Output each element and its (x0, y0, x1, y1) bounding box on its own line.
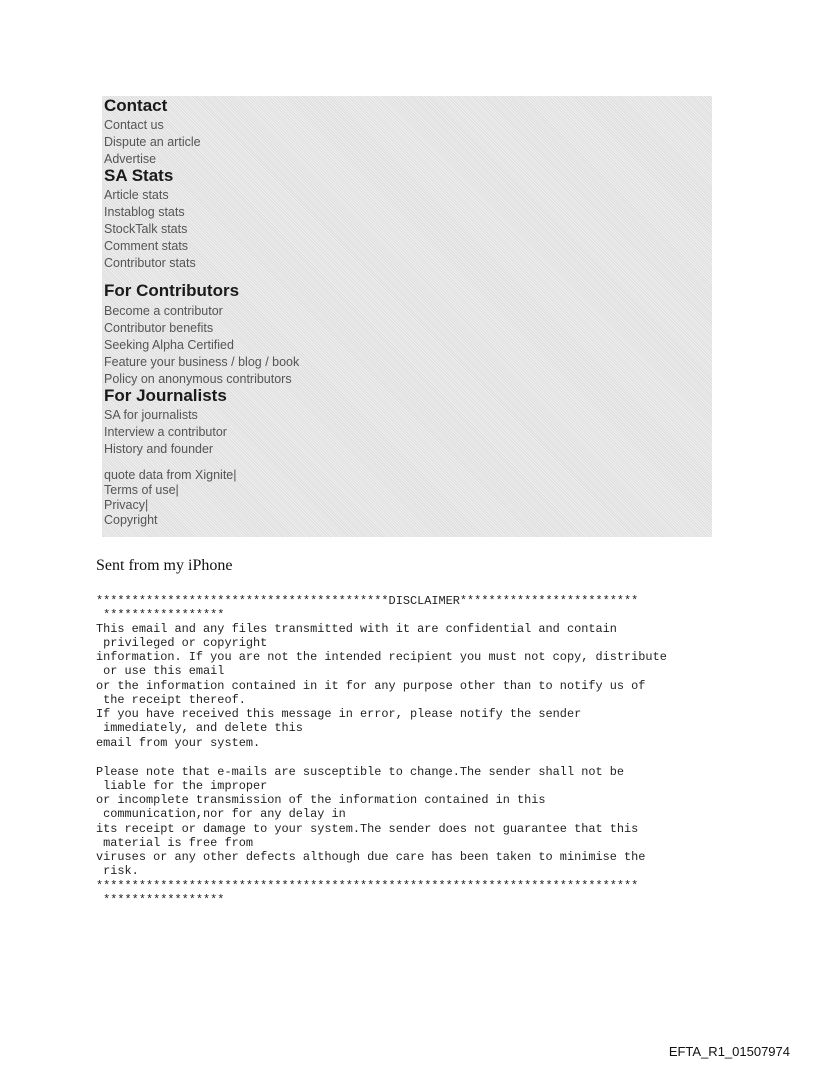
disclaimer-line: or use this email (96, 664, 225, 678)
footer-link-history-founder[interactable]: History and founder (104, 442, 214, 456)
footer-link-privacy[interactable]: Privacy| (104, 498, 149, 512)
footer-link-instablog-stats[interactable]: Instablog stats (104, 205, 185, 219)
disclaimer-line: communication,nor for any delay in (96, 807, 346, 821)
footer-link-become-contributor[interactable]: Become a contributor (104, 304, 223, 318)
footer-section-title-contact: Contact (104, 96, 168, 115)
footer-section-title-for-contributors: For Contributors (104, 281, 240, 300)
disclaimer-line: privileged or copyright (96, 636, 268, 650)
disclaimer-line: **************************************************************************** (96, 879, 639, 893)
footer-link-advertise[interactable]: Advertise (104, 152, 157, 166)
site-footer-links (102, 96, 712, 537)
disclaimer-line: risk. (96, 864, 139, 878)
document-id: EFTA_R1_01507974 (668, 1044, 790, 1059)
footer-link-anonymous-contributors-policy[interactable]: Policy on anonymous contributors (104, 372, 292, 386)
disclaimer-line: ***************** (96, 608, 225, 622)
disclaimer-line: email from your system. (96, 736, 261, 750)
disclaimer-line: This email and any files transmitted with it are confidential and contain (96, 622, 617, 636)
disclaimer-line: or the information contained in it for any purpose other than to notify us of (96, 679, 646, 693)
footer-section-title-for-journalists: For Journalists (104, 386, 227, 405)
disclaimer-line: *****************************************DISCLAIMER************************* (96, 594, 639, 608)
footer-section-title-sa-stats: SA Stats (104, 166, 174, 185)
disclaimer-line: or incomplete transmission of the information contained in this (96, 793, 546, 807)
footer-link-contributor-benefits[interactable]: Contributor benefits (104, 321, 214, 335)
footer-link-interview-contributor[interactable]: Interview a contributor (104, 425, 227, 439)
footer-link-copyright[interactable]: Copyright (104, 513, 158, 527)
footer-link-terms-of-use[interactable]: Terms of use| (104, 483, 179, 497)
disclaimer-line: material is free from (96, 836, 253, 850)
disclaimer-line: its receipt or damage to your system.The sender does not guarantee that this (96, 822, 639, 836)
footer-link-contact-us[interactable]: Contact us (104, 118, 164, 132)
sent-from-signature: Sent from my iPhone (96, 557, 233, 574)
footer-link-feature-your-business[interactable]: Feature your business / blog / book (104, 355, 300, 369)
footer-link-sa-for-journalists[interactable]: SA for journalists (104, 408, 198, 422)
footer-link-comment-stats[interactable]: Comment stats (104, 239, 189, 253)
disclaimer-line: immediately, and delete this (96, 721, 303, 735)
disclaimer-line: information. If you are not the intended recipient you must not copy, distribute (96, 650, 667, 664)
footer-link-seeking-alpha-certified[interactable]: Seeking Alpha Certified (104, 338, 234, 352)
footer-link-article-stats[interactable]: Article stats (104, 188, 169, 202)
footer-link-dispute-article[interactable]: Dispute an article (104, 135, 201, 149)
footer-link-stocktalk-stats[interactable]: StockTalk stats (104, 222, 188, 236)
disclaimer-line: If you have received this message in error, please notify the sender (96, 707, 582, 721)
footer-link-contributor-stats[interactable]: Contributor stats (104, 256, 196, 270)
disclaimer-line: the receipt thereof. (96, 693, 246, 707)
disclaimer-line: Please note that e-mails are susceptible to change.The sender shall not be (96, 765, 625, 779)
disclaimer-line: liable for the improper (96, 779, 268, 793)
disclaimer-line: ***************** (96, 893, 225, 907)
disclaimer-line: viruses or any other defects although due care has been taken to minimise the (96, 850, 646, 864)
footer-link-quote-data-xignite[interactable]: quote data from Xignite| (104, 468, 237, 482)
